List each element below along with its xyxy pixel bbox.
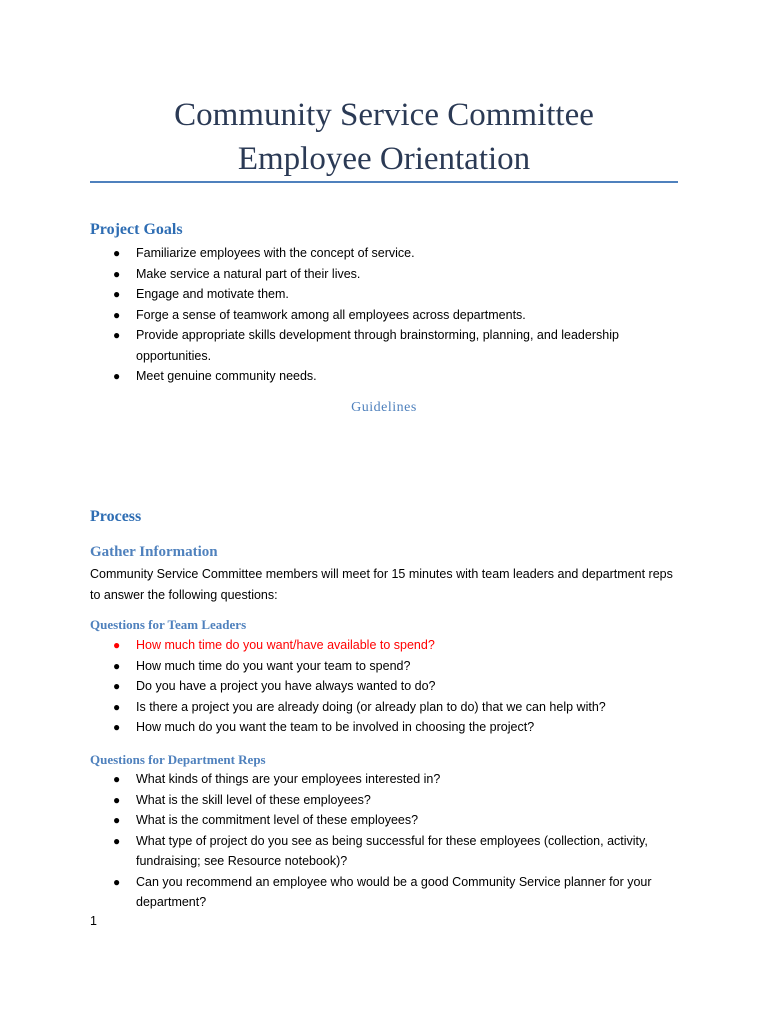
list-item bbox=[0, 831, 656, 872]
bullet-icon: ● bbox=[113, 813, 121, 827]
heading-project-goals: Project Goals bbox=[90, 221, 183, 238]
list-item bbox=[0, 284, 656, 305]
list-item-text: Engage and motivate them. bbox=[136, 287, 289, 301]
list-item bbox=[0, 810, 656, 831]
bullet-icon: ● bbox=[113, 772, 121, 786]
bullet-icon: ● bbox=[113, 658, 121, 673]
bullet-icon: ● bbox=[113, 638, 121, 652]
list-item bbox=[0, 790, 656, 811]
list-item-text: How much time do you want/have available to spend? bbox=[136, 638, 435, 652]
bullet-icon: ● bbox=[113, 833, 121, 848]
list-item-text: How much do you want the team to be involved in choosing the project? bbox=[136, 720, 535, 734]
list-item bbox=[0, 325, 656, 366]
heading-questions-team-leaders: Questions for Team Leaders bbox=[90, 617, 247, 632]
bullet-icon: ● bbox=[113, 287, 121, 301]
heading-gather-information: Gather Information bbox=[90, 544, 218, 560]
department-reps-questions-list bbox=[0, 769, 768, 913]
list-item-highlighted bbox=[0, 635, 656, 656]
list-item bbox=[0, 656, 656, 677]
list-item-text: What is the commitment level of these employees? bbox=[136, 813, 419, 827]
title-underline-rule bbox=[90, 181, 678, 183]
bullet-icon: ● bbox=[113, 246, 121, 260]
document-title-line-2: Employee Orientation bbox=[237, 141, 531, 177]
list-item-text: Can you recommend an employee who would be a good Community Service planner for your department? bbox=[136, 874, 652, 909]
list-item-text: Forge a sense of teamwork among all employees across departments. bbox=[136, 307, 526, 322]
bullet-icon: ● bbox=[113, 874, 121, 889]
guidelines-label: Guidelines bbox=[351, 400, 417, 415]
document-title-line-1: Community Service Committee bbox=[174, 97, 594, 133]
bullet-icon: ● bbox=[113, 328, 121, 342]
list-item bbox=[0, 676, 656, 697]
bullet-icon: ● bbox=[113, 307, 121, 322]
list-item-text: Provide appropriate skills development through brainstorming, planning, and leadership opportunities. bbox=[136, 328, 619, 363]
project-goals-list bbox=[0, 243, 768, 387]
bullet-icon: ● bbox=[113, 679, 121, 693]
list-item-text: Make service a natural part of their lives. bbox=[136, 266, 361, 281]
gather-information-intro: Community Service Committee members will meet for 15 minutes with team leaders and department reps to answer the following questions: bbox=[90, 567, 673, 602]
page-number: 1 bbox=[90, 914, 97, 928]
bullet-icon: ● bbox=[113, 792, 121, 807]
heading-process: Process bbox=[90, 508, 142, 525]
team-leaders-questions-list bbox=[0, 635, 768, 738]
list-item bbox=[0, 697, 656, 718]
list-item bbox=[0, 243, 656, 264]
list-item-text: What type of project do you see as being successful for these employees (collection, activity, fundraising; see Resource notebook)? bbox=[136, 833, 648, 868]
list-item-text: How much time do you want your team to spend? bbox=[136, 658, 411, 673]
list-item bbox=[0, 769, 656, 790]
bullet-icon: ● bbox=[113, 720, 121, 734]
list-item bbox=[0, 872, 656, 913]
list-item-text: Meet genuine community needs. bbox=[136, 369, 317, 383]
list-item-text: What kinds of things are your employees interested in? bbox=[136, 772, 441, 786]
list-item bbox=[0, 366, 656, 387]
list-item bbox=[0, 305, 656, 326]
bullet-icon: ● bbox=[113, 266, 121, 281]
bullet-icon: ● bbox=[113, 369, 121, 383]
list-item-text: Is there a project you are already doing (or already plan to do) that we can help with? bbox=[136, 699, 606, 714]
list-item-text: What is the skill level of these employees? bbox=[136, 792, 371, 807]
heading-questions-department-reps: Questions for Department Reps bbox=[90, 752, 266, 767]
list-item bbox=[0, 717, 656, 738]
list-item-text: Do you have a project you have always wanted to do? bbox=[136, 679, 436, 693]
list-item-text: Familiarize employees with the concept of service. bbox=[136, 246, 415, 260]
list-item bbox=[0, 264, 656, 285]
bullet-icon: ● bbox=[113, 699, 121, 714]
